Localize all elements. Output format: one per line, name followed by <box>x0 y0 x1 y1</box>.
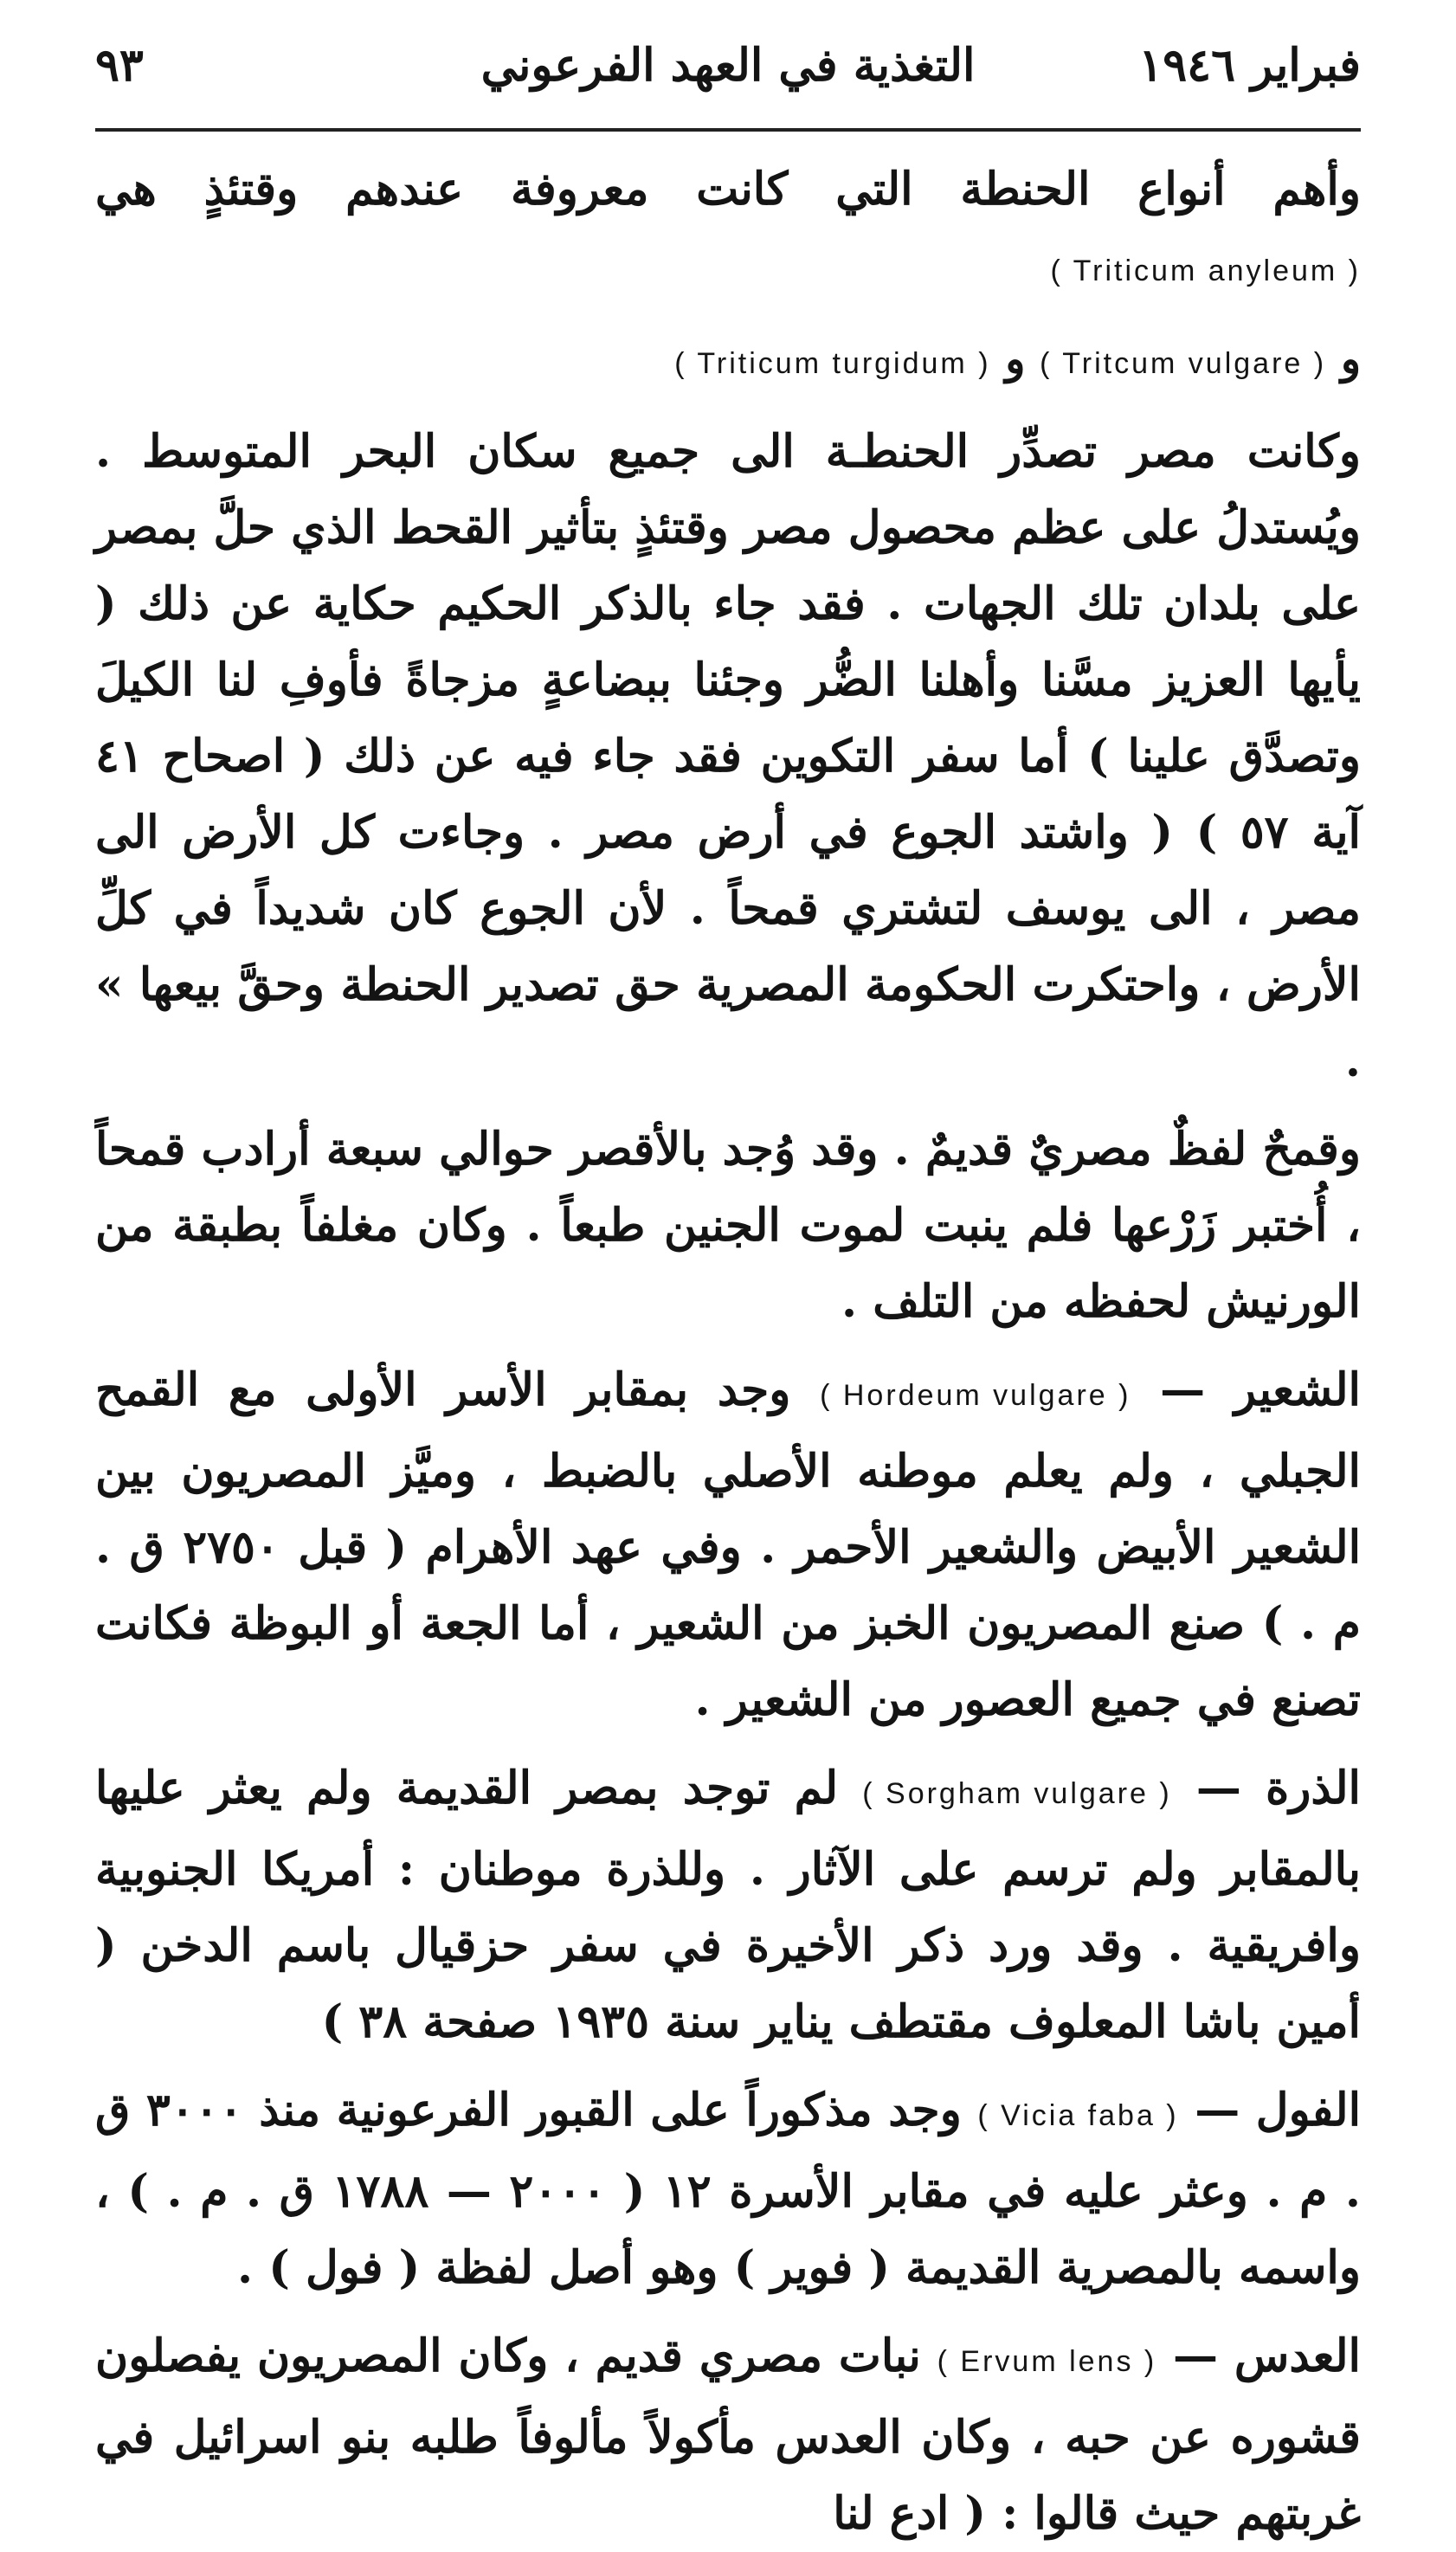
term-label: الفول — <box>1195 2084 1362 2136</box>
latin-name: ( Hordeum vulgare ) <box>820 1379 1131 1412</box>
paragraph-lentil: العدس — ( Ervum lens ) نبات مصري قديم ، وكان المصريون يفصلون قشوره عن حبه ، وكان العدس مأكولاً مألوفاً طلبه بنو اسرائيل في غربتهم حيث قالوا : ( ادع لنا <box>95 2318 1361 2552</box>
paragraph-wheat-types: وأهم أنواع الحنطة التي كانت معروفة عندهم وقتئذٍ هي ( Triticum anyleum ) <box>95 151 1361 309</box>
latin-name: ( Triticum turgidum ) <box>674 347 991 380</box>
term-label: الشعير — <box>1160 1363 1361 1416</box>
latin-name: ( Tritcum vulgare ) <box>1040 347 1327 380</box>
latin-name: ( Ervum lens ) <box>937 2345 1157 2378</box>
paragraph-egypt-export: وكانت مصر تصدِّر الحنطـة الى جميع سكان البحر المتوسط . ويُستدلُ على عظم محصول مصر وقتئذٍ بتأثير القحط الذي حلَّ بمصر على بلدان تلك الجهات . فقد جاء بالذكر الحكيم حكاية عن ذلك ( يأيها العزيز مسَّنا وأهلنا الضُّر وجئنا ببضاعةٍ مزجاةً فأوفِ لنا الكيلَ وتصدَّق علينا ) أما سفر التكوين فقد جاء فيه عن ذلك ( اصحاح ٤١ آية ٥٧ ) ( واشتد الجوع في أرض مصر . وجاءت كل الأرض الى مصر ، الى يوسف لتشتري قمحاً . لأن الجوع كان شديداً في كلِّ الأرض ، واحتكرت الحكومة المصرية حق تصدير الحنطة وحقَّ بيعها » . <box>95 425 1361 1087</box>
paragraph-wheat-types-cont: و ( Tritcum vulgare ) و ( Triticum turgidum ) <box>95 321 1361 402</box>
paragraph-fava: الفول — ( Vicia faba ) وجد مذكوراً على القبور الفرعونية منذ ٣٠٠٠ ق . م . وعثر عليه في مقابر الأسرة ١٢ ( ٢٠٠٠ — ١٧٨٨ ق . م . ) ، واسمه بالمصرية القديمة ( فوير ) وهو أصل لفظة ( فول ) . <box>95 2072 1361 2306</box>
page-header <box>95 35 1361 95</box>
term-label: الذرة — <box>1195 1762 1361 1814</box>
term-label: العدس — <box>1173 2330 1361 2382</box>
latin-name: ( Triticum anyleum ) <box>1050 255 1361 287</box>
header-date: فبراير ١٩٤٦ <box>1138 38 1361 92</box>
header-rule <box>95 128 1361 132</box>
paragraph-barley: الشعير — ( Hordeum vulgare ) وجد بمقابر الأسر الأولى مع القمح الجبلي ، ولم يعلم موطنه الأصلي بالضبط ، وميَّز المصريون بين الشعير الأبيض والشعير الأحمر . وفي عهد الأهرام ( قبل ٢٧٥٠ ق . م . ) صنع المصريون الخبز من الشعير ، أما الجعة أو البوظة فكانت تصنع في جميع العصور من الشعير . <box>95 1352 1361 1738</box>
header-title: التغذية في العهد الفرعوني <box>480 38 976 92</box>
document-body <box>95 151 1362 2540</box>
paragraph-wheat-word: وقمحٌ لفظٌ مصريٌ قديمٌ . وقد وُجد بالأقصر حوالي سبعة أرادب قمحاً ، أُختبر زَرْعها فلم ينبت لموت الجنين طبعاً . وكان مغلفاً بطبقة من الورنيش لحفظه من التلف . <box>95 1123 1361 1328</box>
page-number: ٩٣ <box>95 38 144 92</box>
paragraph-sorghum: الذرة — ( Sorgham vulgare ) لم توجد بمصر القديمة ولم يعثر عليها بالمقابر ولم ترسم على الآثار . وللذرة موطنان : أمريكا الجنوبية وافريقية . وقد ورد ذكر الأخيرة في سفر حزقيال باسم الدخن ( أمين باشا المعلوف مقتطف يناير سنة ١٩٣٥ صفحة ٣٨ ) <box>95 1750 1361 2060</box>
latin-name: ( Sorgham vulgare ) <box>862 1777 1172 1810</box>
latin-name: ( Vicia faba ) <box>977 2099 1179 2132</box>
